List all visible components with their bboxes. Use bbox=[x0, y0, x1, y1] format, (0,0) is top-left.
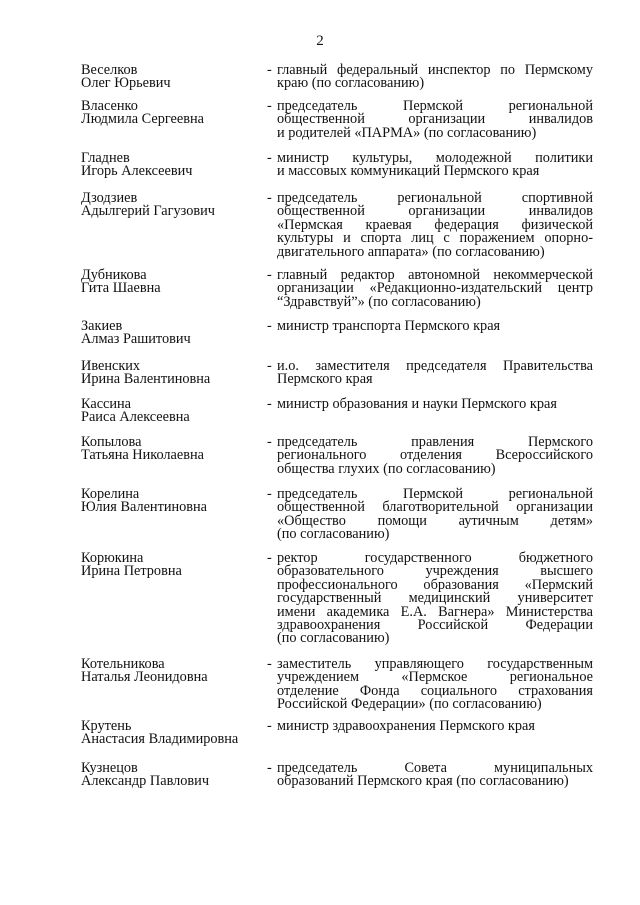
member-role bbox=[264, 658, 593, 712]
member-given-names: Адылгерий Гагузович bbox=[81, 203, 215, 220]
role-line: председатель Пермской региональной bbox=[277, 486, 593, 502]
member-role bbox=[264, 320, 593, 347]
member-given-names: Раиса Алексеевна bbox=[81, 409, 190, 426]
role-line: министр транспорта Пермского края bbox=[277, 318, 501, 334]
role-line: (по согласованию) bbox=[277, 630, 390, 647]
dash-separator: - bbox=[267, 190, 272, 206]
member-role bbox=[264, 152, 593, 179]
role-line: организации «Редакционно-издательский центр bbox=[277, 280, 593, 297]
role-line: культуры и спорта лиц с поражением опорно- bbox=[277, 230, 593, 247]
role-line: (по согласованию) bbox=[277, 526, 390, 543]
member-entry bbox=[81, 269, 593, 309]
member-entry bbox=[81, 398, 593, 425]
member-surname: Кузнецов bbox=[81, 760, 138, 776]
member-entry bbox=[81, 360, 593, 387]
dash-separator: - bbox=[267, 718, 272, 734]
role-line: учреждением «Пермское региональное bbox=[277, 669, 593, 686]
role-line: и.о. заместителя председателя Правительства bbox=[277, 358, 593, 374]
member-name bbox=[81, 552, 264, 646]
dash-separator: - bbox=[267, 396, 272, 412]
member-surname: Власенко bbox=[81, 98, 138, 114]
member-name bbox=[81, 320, 264, 347]
role-line: министр образования и науки Пермского края bbox=[277, 396, 557, 412]
member-surname: Кассина bbox=[81, 396, 132, 412]
member-role bbox=[264, 488, 593, 542]
member-entry bbox=[81, 436, 593, 476]
member-surname: Гладнев bbox=[81, 150, 130, 166]
member-surname: Веселков bbox=[81, 62, 138, 78]
role-line: общественной благотворительной организации bbox=[277, 499, 593, 516]
role-line: заместитель управляющего государственным bbox=[277, 656, 593, 672]
member-name bbox=[81, 100, 264, 140]
role-line: образований Пермского края (по согласованию) bbox=[277, 773, 569, 790]
role-line: профессионального образования «Пермский bbox=[277, 576, 593, 593]
role-line: «Общество помощи аутичным детям» bbox=[277, 512, 593, 529]
member-surname: Дзодзиев bbox=[81, 190, 138, 206]
dash-separator: - bbox=[267, 760, 272, 776]
member-given-names: Алмаз Рашитович bbox=[81, 331, 191, 348]
member-name bbox=[81, 360, 264, 387]
member-given-names: Гита Шаевна bbox=[81, 280, 161, 297]
member-given-names: Татьяна Николаевна bbox=[81, 447, 204, 464]
member-given-names: Александр Павлович bbox=[81, 773, 210, 790]
role-line: отделение Фонда социального страхования bbox=[277, 682, 593, 699]
role-line: главный федеральный инспектор по Пермскому bbox=[277, 62, 593, 78]
role-line: министр культуры, молодежной политики bbox=[277, 150, 593, 166]
member-name bbox=[81, 488, 264, 542]
role-line: “Здравствуй”» (по согласованию) bbox=[277, 293, 481, 310]
member-surname: Корелина bbox=[81, 486, 140, 502]
member-given-names: Ирина Петровна bbox=[81, 563, 182, 580]
dash-separator: - bbox=[267, 358, 272, 374]
member-entry bbox=[81, 192, 593, 259]
member-name bbox=[81, 720, 264, 747]
member-entry bbox=[81, 320, 593, 347]
role-line: Пермского края bbox=[277, 371, 373, 388]
member-entry bbox=[81, 762, 593, 789]
member-name bbox=[81, 398, 264, 425]
member-given-names: Наталья Леонидовна bbox=[81, 669, 208, 686]
member-surname: Закиев bbox=[81, 318, 123, 334]
dash-separator: - bbox=[267, 267, 272, 283]
role-line: государственный медицинский университет bbox=[277, 590, 593, 607]
member-entry bbox=[81, 152, 593, 179]
role-line: краю (по согласованию) bbox=[277, 75, 425, 92]
role-line: и массовых коммуникаций Пермского края bbox=[277, 163, 540, 180]
page-number: 2 bbox=[316, 33, 324, 49]
member-name bbox=[81, 436, 264, 476]
member-given-names: Людмила Сергеевна bbox=[81, 111, 204, 128]
member-role bbox=[264, 269, 593, 309]
member-role bbox=[264, 360, 593, 387]
member-role bbox=[264, 552, 593, 646]
role-line: «Пермская краевая федерация физической bbox=[277, 216, 593, 233]
member-given-names: Олег Юрьевич bbox=[81, 75, 171, 92]
member-surname: Копылова bbox=[81, 434, 142, 450]
member-entry bbox=[81, 720, 593, 747]
member-role bbox=[264, 64, 593, 91]
member-surname: Корюкина bbox=[81, 550, 144, 566]
member-entry bbox=[81, 100, 593, 140]
member-surname: Дубникова bbox=[81, 267, 147, 283]
role-line: председатель Совета муниципальных bbox=[277, 760, 593, 776]
member-given-names: Ирина Валентиновна bbox=[81, 371, 211, 388]
dash-separator: - bbox=[267, 434, 272, 450]
role-line: председатель Пермской региональной bbox=[277, 98, 593, 114]
role-line: образовательного учреждения высшего bbox=[277, 563, 593, 580]
member-role bbox=[264, 436, 593, 476]
member-surname: Крутень bbox=[81, 718, 132, 734]
member-name bbox=[81, 152, 264, 179]
dash-separator: - bbox=[267, 656, 272, 672]
member-entry bbox=[81, 64, 593, 91]
dash-separator: - bbox=[267, 550, 272, 566]
role-line: здравоохранения Российской Федерации bbox=[277, 617, 593, 634]
role-line: имени академика Е.А. Вагнера» Министерства bbox=[277, 603, 593, 620]
member-entry bbox=[81, 658, 593, 712]
member-given-names: Юлия Валентиновна bbox=[81, 499, 208, 516]
dash-separator: - bbox=[267, 318, 272, 334]
member-name bbox=[81, 64, 264, 91]
dash-separator: - bbox=[267, 486, 272, 502]
role-line: общества глухих (по согласованию) bbox=[277, 460, 496, 477]
member-entry bbox=[81, 552, 593, 646]
member-name bbox=[81, 269, 264, 309]
member-name bbox=[81, 192, 264, 259]
role-line: общественной организации инвалидов bbox=[277, 111, 593, 128]
member-entry bbox=[81, 488, 593, 542]
member-role bbox=[264, 398, 593, 425]
member-role bbox=[264, 720, 593, 747]
role-line: председатель правления Пермского bbox=[277, 434, 593, 450]
role-line: председатель региональной спортивной bbox=[277, 190, 593, 206]
member-given-names: Игорь Алексеевич bbox=[81, 163, 193, 180]
member-surname: Котельникова bbox=[81, 656, 165, 672]
role-line: главный редактор автономной некоммерческой bbox=[277, 267, 593, 283]
role-line: и родителей «ПАРМА» (по согласованию) bbox=[277, 124, 537, 141]
member-given-names: Анастасия Владимировна bbox=[81, 731, 239, 748]
dash-separator: - bbox=[267, 98, 272, 114]
dash-separator: - bbox=[267, 62, 272, 78]
member-role bbox=[264, 762, 593, 789]
member-role bbox=[264, 192, 593, 259]
member-surname: Ивенских bbox=[81, 358, 141, 374]
role-line: общественной организации инвалидов bbox=[277, 203, 593, 220]
role-line: ректор государственного бюджетного bbox=[277, 550, 593, 566]
role-line: министр здравоохранения Пермского края bbox=[277, 718, 535, 734]
role-line: Российской Федерации» (по согласованию) bbox=[277, 696, 542, 713]
member-name bbox=[81, 762, 264, 789]
role-line: регионального отделения Всероссийского bbox=[277, 447, 593, 464]
dash-separator: - bbox=[267, 150, 272, 166]
member-role bbox=[264, 100, 593, 140]
member-name bbox=[81, 658, 264, 712]
role-line: двигательного аппарата» (по согласованию) bbox=[277, 243, 545, 260]
